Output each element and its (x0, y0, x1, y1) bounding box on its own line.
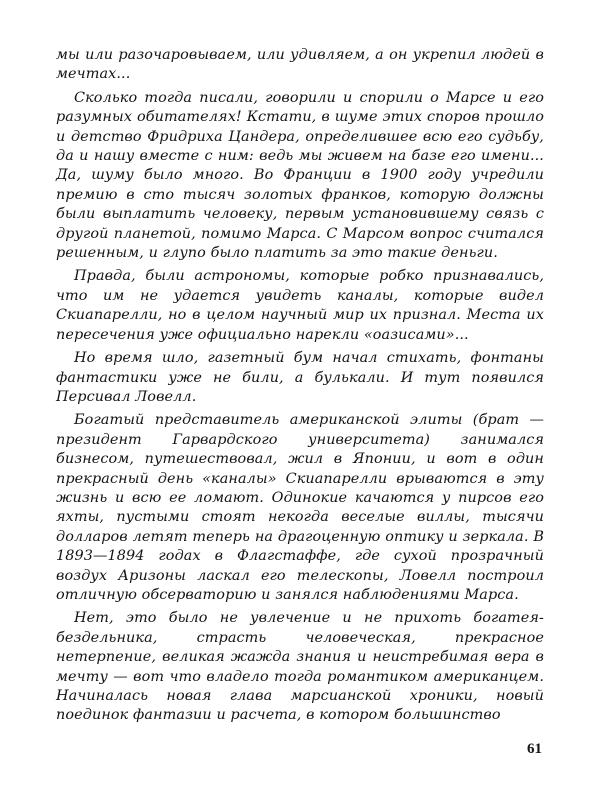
paragraph-continuation: мы или разочаровываем, или удивляем, а он укрепил людей в мечтах... (56, 47, 544, 83)
page-number: 61 (527, 741, 542, 757)
paragraph-astronomers: Правда, были астрономы, которые робко признавались, что им не удается увидеть каналы, которые видел Скиапарелли, но в целом научный мир их признал. Места их пересечения уже официально нарекли «оазисами»... (56, 268, 544, 343)
page-body (56, 46, 544, 730)
paragraph-lowell-biography: Богатый представитель американской элиты (брат — президент Гарвардского университета) занимался бизнесом, путешествовал, жил в Японии, и вот в один прекрасный день «каналы» Скиапарелли врываются в эту жизнь и всю ее ломают. Одинокие качаются у пирсов его яхты, пустыми стоят некогда веселые виллы, тысячи долларов летят теперь на драгоценную оптику и зеркала. В 1893—1894 годах в Флагстаффе, где сухой прозрачный воздух Аризоны ласкал его телескопы, Ловелл построил отличную обсерваторию и занялся наблюдениями Марса. (56, 412, 544, 603)
paragraph-lowell-appears: Но время шло, газетный бум начал стихать, фонтаны фантастики уже не били, а булькали. И тут появился Персивал Ловелл. (56, 350, 544, 405)
paragraph-passion: Нет, это было не увлечение и не прихоть богатея-бездельника, страсть человеческая, прекрасное нетерпение, великая жажда знания и неистребимая вера в мечту — вот что владело тогда романтиком американцем. Начиналась новая глава марсианской хроники, новый поединок фантазии и расчета, в котором большинство (56, 610, 544, 724)
paragraph-mars-debates: Сколько тогда писали, говорили и спорили о Марсе и его разумных обитателях! Кстати, в шуме этих споров прошло и детство Фридриха Цандера, определившее всю его судьбу, да и нашу вместе с ним: ведь мы живем на базе его имени... Да, шуму было много. Во Франции в 1900 году учредили премию в сто тысяч золотых франков, которую должны были выплатить человеку, первым установившему связь с другой планетой, помимо Марса. С Марсом вопрос считался решенным, и глупо было платить за это такие деньги. (56, 89, 544, 262)
